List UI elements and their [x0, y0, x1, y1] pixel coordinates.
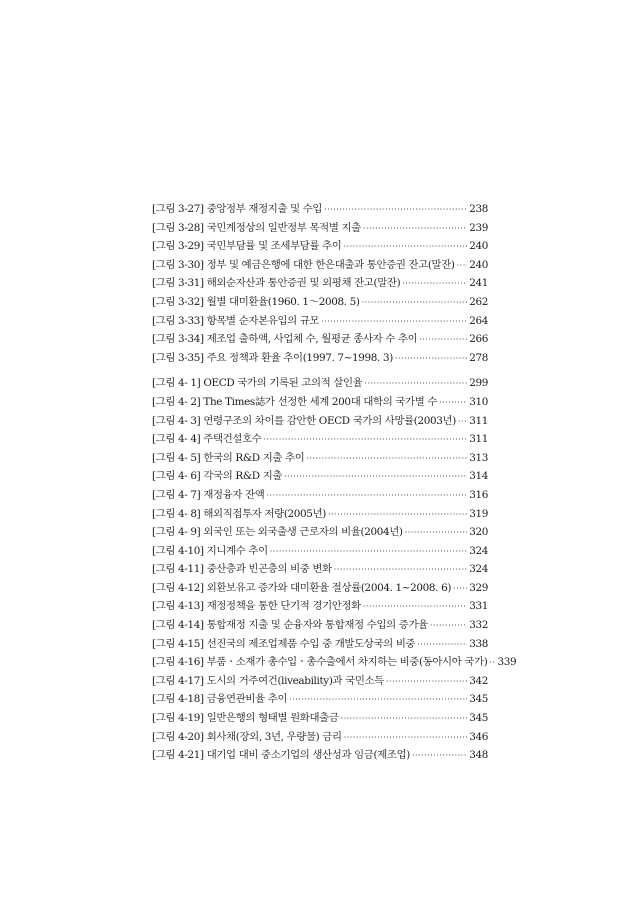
page-number: 345	[469, 712, 488, 725]
dot-leader	[324, 201, 467, 220]
figure-number: [그림 4- 7]	[152, 488, 201, 501]
figure-number: [그림 4-13]	[152, 600, 204, 613]
figure-number: [그림 4-16]	[152, 656, 204, 669]
page-number: 316	[469, 488, 488, 501]
toc-entry	[152, 672, 488, 691]
figure-number: [그림 3-34]	[152, 333, 204, 346]
dot-leader	[430, 617, 467, 636]
figure-number: [그림 3-35]	[152, 351, 204, 364]
figure-title: 항목별 순자본유입의 규모	[206, 314, 320, 327]
figure-title: 대기업 대비 중소기업의 생산성과 임금(제조업)	[206, 749, 410, 762]
page-number: 239	[469, 221, 488, 234]
page-number: 345	[469, 693, 488, 706]
dot-leader	[458, 413, 467, 432]
figure-number: [그림 4- 9]	[152, 526, 201, 539]
dot-leader	[341, 710, 468, 729]
toc-entry	[152, 237, 488, 256]
toc-entry	[152, 274, 488, 293]
figure-number: [그림 4-20]	[152, 730, 204, 743]
toc-entry	[152, 393, 488, 412]
figure-number: [그림 4-21]	[152, 749, 204, 762]
toc-entry	[152, 542, 488, 561]
toc-entry	[152, 579, 488, 598]
toc-entry	[152, 374, 488, 393]
dot-leader	[334, 561, 467, 580]
dot-leader	[270, 543, 467, 562]
page-number: 299	[469, 377, 488, 390]
page-number: 319	[469, 507, 488, 520]
figure-number: [그림 3-30]	[152, 258, 204, 271]
page-number: 266	[469, 333, 488, 346]
page-number: 240	[469, 240, 488, 253]
figure-title: 중산층과 빈곤층의 비중 변화	[206, 563, 332, 576]
toc-entry	[152, 293, 488, 312]
toc-entry	[152, 349, 488, 368]
page-number: 240	[469, 258, 488, 271]
dot-leader	[489, 654, 495, 673]
figure-title: 도시의 거주여건(liveability)과 국민소득	[206, 674, 384, 687]
figure-title: 정부 및 예금은행에 대한 한은대출과 통안증권 잔고(말잔)	[206, 258, 455, 271]
dot-leader	[328, 506, 467, 525]
dot-leader	[362, 294, 468, 313]
figure-title: 한국의 R&D 지출 추이	[203, 451, 305, 464]
figure-title: 해외순자산과 통안증권 및 외평채 잔고(말잔)	[206, 277, 401, 290]
figure-number: [그림 4-14]	[152, 619, 204, 632]
figure-number: [그림 4-18]	[152, 693, 204, 706]
dot-leader	[439, 394, 467, 413]
page-number: 278	[469, 351, 488, 364]
figure-title: 재정융자 잔액	[203, 488, 265, 501]
figure-title: 각국의 R&D 지출	[203, 470, 283, 483]
figure-number: [그림 4-15]	[152, 637, 204, 650]
figure-list-group	[152, 200, 488, 367]
figure-number: [그림 4- 3]	[152, 414, 201, 427]
figure-number: [그림 4- 1]	[152, 377, 201, 390]
dot-leader	[363, 598, 467, 617]
dot-leader	[344, 729, 468, 748]
toc-entry	[152, 219, 488, 238]
dot-leader	[364, 375, 467, 394]
figure-title: 주요 정책과 환율 추이(1997. 7~1998. 3)	[206, 351, 393, 364]
figure-title: OECD 국가의 기록된 고의적 살인율	[203, 377, 363, 390]
figure-title: 지니계수 추이	[206, 544, 268, 557]
toc-entry	[152, 523, 488, 542]
dot-leader	[395, 350, 467, 369]
toc-entry	[152, 449, 488, 468]
figure-number: [그림 3-28]	[152, 221, 204, 234]
page-number: 320	[469, 526, 488, 539]
dot-leader	[386, 673, 467, 692]
figure-number: [그림 4-11]	[152, 563, 204, 576]
dot-leader	[266, 487, 467, 506]
dot-leader	[264, 431, 468, 450]
figure-title: 외환보유고 증가와 대미환율 절상률(2004. 1~2008. 6)	[206, 581, 452, 594]
dot-leader	[417, 636, 467, 655]
toc-entry	[152, 728, 488, 747]
toc-entry	[152, 635, 488, 654]
figure-title: 국민부담률 및 조세부담률 추이	[206, 240, 342, 253]
page-number: 346	[469, 730, 488, 743]
figure-title: 통합재정 지출 및 순융자와 통합재정 수입의 증가율	[206, 619, 428, 632]
page-number: 342	[469, 674, 488, 687]
figure-number: [그림 4- 2]	[152, 395, 201, 408]
toc-entry	[152, 412, 488, 431]
dot-leader	[321, 313, 467, 332]
page-number: 313	[469, 451, 488, 464]
figure-title: 주택건설호수	[203, 433, 262, 446]
dot-leader	[363, 220, 467, 239]
page-number: 311	[469, 433, 488, 446]
figure-title: 국민계정상의 일반정부 목적별 지출	[206, 221, 361, 234]
figure-number: [그림 4- 5]	[152, 451, 201, 464]
page-number: 324	[469, 563, 488, 576]
figure-number: [그림 4-17]	[152, 674, 204, 687]
page-number: 241	[469, 277, 488, 290]
page-number: 262	[469, 295, 488, 308]
figure-title: 제조업 출하액, 사업체 수, 월평균 종사자 수 추이	[206, 333, 418, 346]
toc-entry	[152, 597, 488, 616]
page-number: 311	[469, 414, 488, 427]
dot-leader	[343, 238, 467, 257]
page-number: 332	[469, 619, 488, 632]
figure-title: 월별 대미환율(1960. 1～2008. 5)	[206, 295, 360, 308]
figure-number: [그림 3-33]	[152, 314, 204, 327]
toc-entry	[152, 560, 488, 579]
figure-title: 중앙정부 재정지출 및 수입	[206, 203, 323, 215]
figure-number: [그림 3-31]	[152, 277, 204, 290]
dot-leader	[419, 331, 467, 350]
page-number: 264	[469, 314, 488, 327]
toc-entry	[152, 653, 517, 672]
figure-title: 외국인 또는 외국출생 근로자의 비율(2004년)	[203, 526, 403, 539]
page-number: 329	[469, 581, 488, 594]
dot-leader	[405, 524, 468, 543]
figure-title: 부품ㆍ소재가 총수입ㆍ총수출에서 차지하는 비중(동아시아 국가)	[206, 656, 488, 669]
toc-entry	[152, 430, 488, 449]
dot-leader	[457, 257, 468, 276]
page-number: 310	[469, 395, 488, 408]
dot-leader	[289, 691, 467, 710]
toc-entry	[152, 505, 488, 524]
toc-entry	[152, 690, 488, 709]
page-number: 314	[469, 470, 488, 483]
toc-entry	[152, 486, 488, 505]
figure-title: 선진국의 제조업제품 수입 중 개발도상국의 비중	[206, 637, 416, 650]
figure-number: [그림 3-32]	[152, 295, 204, 308]
figure-title: 연령구조의 차이를 감안한 OECD 국가의 사망률(2003년)	[203, 414, 456, 427]
figure-list-group	[152, 374, 517, 764]
figure-title: 해외직접투자 저량(2005년)	[203, 507, 326, 520]
figure-title: 회사채(장외, 3년, 우량물) 금리	[206, 730, 342, 743]
dot-leader	[284, 468, 467, 487]
page-number: 338	[469, 637, 488, 650]
page-number: 331	[469, 600, 488, 613]
toc-entry	[152, 312, 488, 331]
toc-entry	[152, 709, 488, 728]
figure-number: [그림 3-27]	[152, 203, 204, 215]
figure-number: [그림 3-29]	[152, 240, 204, 253]
figure-title: 재정정책을 통한 단기적 경기안정화	[206, 600, 361, 613]
figure-number: [그림 4- 6]	[152, 470, 201, 483]
dot-leader	[402, 275, 467, 294]
toc-entry	[152, 467, 488, 486]
figure-number: [그림 4-10]	[152, 544, 204, 557]
dot-leader	[412, 747, 467, 766]
figure-title: The Times誌가 선정한 세계 200대 대학의 국가별 수	[203, 395, 438, 408]
page-number: 348	[469, 749, 488, 762]
page-number: 324	[469, 544, 488, 557]
toc-entry	[152, 200, 488, 219]
page-number: 238	[469, 203, 488, 215]
toc-entry	[152, 256, 488, 275]
figure-list	[152, 200, 517, 765]
toc-entry	[152, 746, 488, 765]
figure-number: [그림 4-19]	[152, 712, 204, 725]
figure-title: 금융연관비율 추이	[206, 693, 288, 706]
figure-number: [그림 4- 8]	[152, 507, 201, 520]
figure-number: [그림 4-12]	[152, 581, 204, 594]
figure-number: [그림 4- 4]	[152, 433, 201, 446]
page-number: 339	[497, 656, 517, 669]
dot-leader	[306, 450, 467, 469]
dot-leader	[453, 580, 467, 599]
toc-entry	[152, 330, 488, 349]
figure-title: 일반은행의 형태별 원화대출금	[206, 712, 339, 725]
toc-entry	[152, 616, 488, 635]
